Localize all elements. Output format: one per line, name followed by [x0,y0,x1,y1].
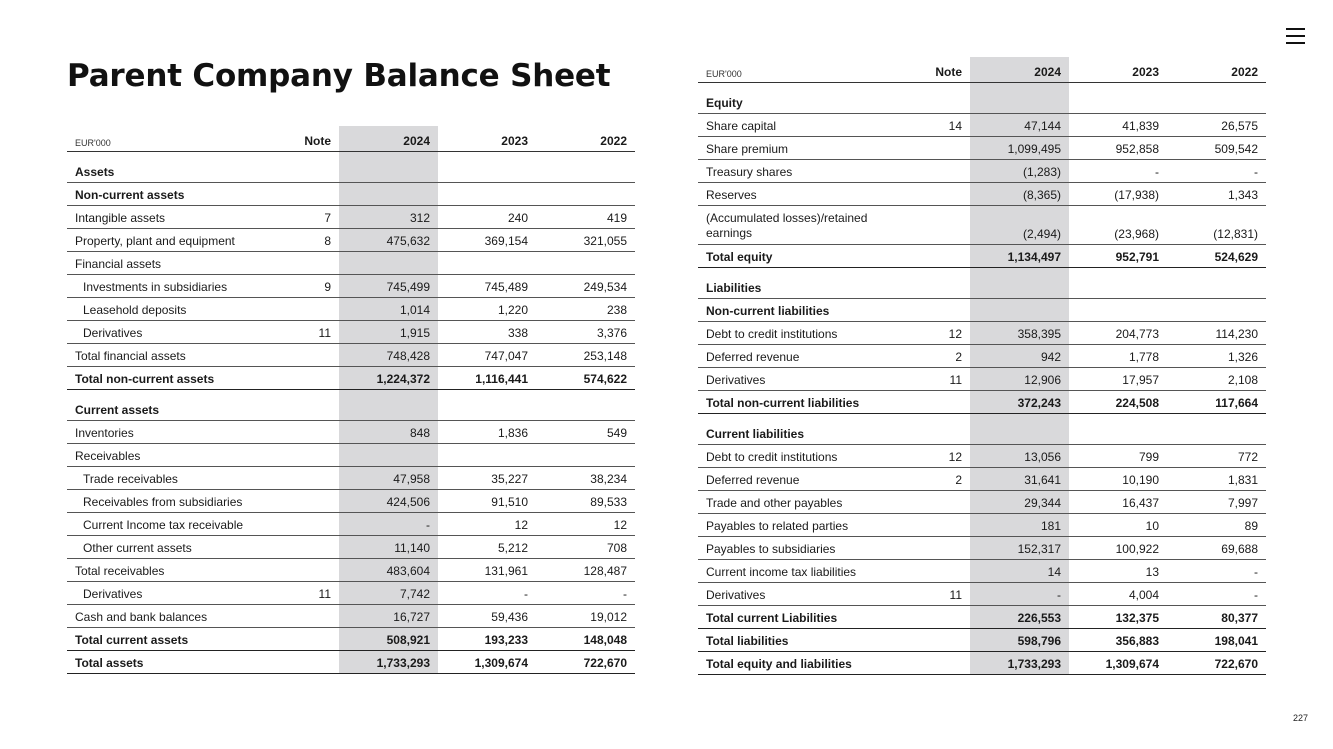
table-row [67,605,635,628]
row-note [906,299,970,322]
unit-header: EUR'000 [698,57,906,83]
table-row [698,491,1266,514]
table-row [67,206,635,229]
row-label: Payables to related parties [698,514,906,537]
table-row [67,367,635,390]
value-2023: 369,154 [438,229,536,252]
row-label: Total non-current liabilities [698,391,906,414]
value-2023: 1,309,674 [438,651,536,674]
value-2024: 1,099,495 [970,137,1069,160]
value-2022 [1167,83,1266,114]
value-2022: 249,534 [536,275,635,298]
row-note [275,559,339,582]
value-2024: 152,317 [970,537,1069,560]
value-2024: 598,796 [970,629,1069,652]
table-row [698,268,1266,299]
table-row [67,444,635,467]
value-2022: - [536,582,635,605]
value-2022: 419 [536,206,635,229]
year-2024-header: 2024 [339,126,438,152]
row-label: Trade receivables [67,467,275,490]
row-label: Derivatives [67,582,275,605]
row-note [906,268,970,299]
row-note [906,414,970,445]
row-label: (Accumulated losses)/retained earnings [698,206,906,245]
row-label: Current income tax liabilities [698,560,906,583]
row-label: Total financial assets [67,344,275,367]
table-row [67,344,635,367]
row-note [275,298,339,321]
page-title: Parent Company Balance Sheet [67,58,611,94]
year-2022-header: 2022 [1167,57,1266,83]
row-note [906,206,970,245]
value-2023: 10 [1069,514,1167,537]
value-2023: 17,957 [1069,368,1167,391]
value-2024: 13,056 [970,445,1069,468]
value-2022: 198,041 [1167,629,1266,652]
row-note [906,137,970,160]
row-label: Derivatives [67,321,275,344]
row-note [275,252,339,275]
value-2023: (17,938) [1069,183,1167,206]
row-note [906,629,970,652]
row-label: Inventories [67,421,275,444]
value-2022: 549 [536,421,635,444]
value-2023: 204,773 [1069,322,1167,345]
value-2022: 114,230 [1167,322,1266,345]
value-2024: 312 [339,206,438,229]
hamburger-menu-icon[interactable] [1286,27,1306,45]
table-row [698,606,1266,629]
year-2024-header: 2024 [970,57,1069,83]
value-2023: 4,004 [1069,583,1167,606]
value-2023: 100,922 [1069,537,1167,560]
row-label: Treasury shares [698,160,906,183]
value-2022: 524,629 [1167,245,1266,268]
row-label: Deferred revenue [698,345,906,368]
row-note: 2 [906,345,970,368]
row-label: Derivatives [698,583,906,606]
table-row [698,183,1266,206]
value-2022: 238 [536,298,635,321]
row-note [275,651,339,674]
row-note [906,160,970,183]
table-row [698,83,1266,114]
value-2023: 16,437 [1069,491,1167,514]
row-label: Total current Liabilities [698,606,906,629]
value-2024: 12,906 [970,368,1069,391]
row-note: 9 [275,275,339,298]
table-row [698,245,1266,268]
value-2023: 132,375 [1069,606,1167,629]
table-row [698,468,1266,491]
value-2022 [1167,268,1266,299]
table-row [698,537,1266,560]
value-2024 [970,268,1069,299]
row-label: Investments in subsidiaries [67,275,275,298]
row-note [906,560,970,583]
value-2024: 1,224,372 [339,367,438,390]
table-row [67,252,635,275]
value-2024: 226,553 [970,606,1069,629]
row-note [275,367,339,390]
row-label: Derivatives [698,368,906,391]
value-2022 [536,390,635,421]
value-2024: 745,499 [339,275,438,298]
value-2022: 80,377 [1167,606,1266,629]
value-2022: 1,831 [1167,468,1266,491]
value-2022: 69,688 [1167,537,1266,560]
value-2024 [339,444,438,467]
table-row [698,206,1266,245]
value-2023 [438,152,536,183]
row-label: Debt to credit institutions [698,322,906,345]
value-2023: 35,227 [438,467,536,490]
value-2023: 1,116,441 [438,367,536,390]
row-label: Trade and other payables [698,491,906,514]
value-2023: 1,220 [438,298,536,321]
table-row [698,368,1266,391]
assets-table [67,126,635,674]
table-row [67,536,635,559]
table-row [67,628,635,651]
row-label: Total liabilities [698,629,906,652]
value-2022: 117,664 [1167,391,1266,414]
equity-liabilities-table [698,57,1266,675]
value-2023: 1,836 [438,421,536,444]
row-note [906,183,970,206]
table-row [67,275,635,298]
value-2023 [438,252,536,275]
value-2023: 10,190 [1069,468,1167,491]
row-note [906,606,970,629]
value-2024 [970,83,1069,114]
value-2023: 193,233 [438,628,536,651]
row-label: Total assets [67,651,275,674]
table-row [698,391,1266,414]
value-2024: - [339,513,438,536]
table-header-row [67,126,635,152]
row-note [275,605,339,628]
value-2024 [339,152,438,183]
value-2024: 31,641 [970,468,1069,491]
table-row [67,651,635,674]
table-row [67,298,635,321]
value-2022: 2,108 [1167,368,1266,391]
row-label: Total current assets [67,628,275,651]
value-2022: - [1167,583,1266,606]
value-2024 [339,183,438,206]
table-row [67,559,635,582]
value-2024: 372,243 [970,391,1069,414]
note-header: Note [906,57,970,83]
row-label: Non-current liabilities [698,299,906,322]
value-2022: 722,670 [1167,652,1266,675]
value-2023 [1069,268,1167,299]
row-label: Share premium [698,137,906,160]
table-row [698,514,1266,537]
value-2024: 1,134,497 [970,245,1069,268]
value-2022 [536,252,635,275]
value-2022: 128,487 [536,559,635,582]
row-note: 11 [906,368,970,391]
row-note [275,536,339,559]
table-row [67,229,635,252]
row-note [906,245,970,268]
row-note [275,344,339,367]
row-note: 12 [906,445,970,468]
value-2022 [536,183,635,206]
value-2023: 952,791 [1069,245,1167,268]
value-2023: 240 [438,206,536,229]
value-2022: - [1167,560,1266,583]
value-2024: 358,395 [970,322,1069,345]
year-2023-header: 2023 [438,126,536,152]
table-row [67,390,635,421]
row-label: Total equity and liabilities [698,652,906,675]
row-note [275,490,339,513]
table-row [698,414,1266,445]
row-note [275,628,339,651]
row-label: Equity [698,83,906,114]
table-row [67,513,635,536]
page-number: 227 [1292,713,1308,723]
value-2024: 1,014 [339,298,438,321]
row-note [275,421,339,444]
value-2023 [438,183,536,206]
value-2024: 11,140 [339,536,438,559]
row-label: Reserves [698,183,906,206]
row-note [275,183,339,206]
value-2024: 1,733,293 [339,651,438,674]
row-note [275,444,339,467]
row-label: Current liabilities [698,414,906,445]
value-2022: 772 [1167,445,1266,468]
value-2024: 483,604 [339,559,438,582]
value-2023 [438,444,536,467]
value-2024: 848 [339,421,438,444]
table-row [698,299,1266,322]
table-row [67,152,635,183]
unit-header: EUR'000 [67,126,275,152]
value-2023 [438,390,536,421]
table-row [698,445,1266,468]
value-2023: 41,839 [1069,114,1167,137]
value-2022: 148,048 [536,628,635,651]
table-row [67,321,635,344]
value-2023: 356,883 [1069,629,1167,652]
row-note [275,513,339,536]
table-row [698,322,1266,345]
row-label: Receivables [67,444,275,467]
value-2024: 748,428 [339,344,438,367]
row-note [906,391,970,414]
value-2024: 47,958 [339,467,438,490]
value-2024: 508,921 [339,628,438,651]
year-2023-header: 2023 [1069,57,1167,83]
value-2024: (8,365) [970,183,1069,206]
value-2022: 38,234 [536,467,635,490]
year-2022-header: 2022 [536,126,635,152]
table-row [698,114,1266,137]
table-row [67,183,635,206]
value-2022: - [1167,160,1266,183]
value-2022: 574,622 [536,367,635,390]
row-label: Total equity [698,245,906,268]
table-row [698,629,1266,652]
table-row [67,490,635,513]
row-note [275,390,339,421]
value-2023: 5,212 [438,536,536,559]
row-label: Other current assets [67,536,275,559]
row-note [906,652,970,675]
value-2024: 1,733,293 [970,652,1069,675]
value-2024: 424,506 [339,490,438,513]
value-2022: 89,533 [536,490,635,513]
row-note [906,491,970,514]
table-row [698,345,1266,368]
value-2023: 131,961 [438,559,536,582]
row-label: Financial assets [67,252,275,275]
value-2024: 181 [970,514,1069,537]
value-2022: (12,831) [1167,206,1266,245]
note-header: Note [275,126,339,152]
table-row [67,582,635,605]
value-2023: 745,489 [438,275,536,298]
row-label: Intangible assets [67,206,275,229]
value-2023 [1069,299,1167,322]
row-note: 11 [275,582,339,605]
value-2022: 19,012 [536,605,635,628]
value-2023: - [1069,160,1167,183]
value-2023: 952,858 [1069,137,1167,160]
value-2024: 1,915 [339,321,438,344]
value-2024: 942 [970,345,1069,368]
value-2023: 799 [1069,445,1167,468]
value-2023: (23,968) [1069,206,1167,245]
value-2024 [970,299,1069,322]
value-2024: 14 [970,560,1069,583]
value-2024: 475,632 [339,229,438,252]
value-2024 [970,414,1069,445]
value-2022: 708 [536,536,635,559]
row-note [906,537,970,560]
value-2022 [1167,299,1266,322]
table-row [698,560,1266,583]
value-2023 [1069,414,1167,445]
table-row [67,467,635,490]
value-2022 [1167,414,1266,445]
value-2023: 91,510 [438,490,536,513]
row-label: Debt to credit institutions [698,445,906,468]
row-label: Assets [67,152,275,183]
value-2024: 47,144 [970,114,1069,137]
value-2022: 722,670 [536,651,635,674]
row-label: Leasehold deposits [67,298,275,321]
value-2023: 1,309,674 [1069,652,1167,675]
table-row [698,160,1266,183]
value-2022: 321,055 [536,229,635,252]
row-label: Non-current assets [67,183,275,206]
row-label: Cash and bank balances [67,605,275,628]
row-label: Property, plant and equipment [67,229,275,252]
row-label: Current assets [67,390,275,421]
table-header-row [698,57,1266,83]
value-2023: 1,778 [1069,345,1167,368]
value-2023: 12 [438,513,536,536]
value-2023 [1069,83,1167,114]
value-2022: 26,575 [1167,114,1266,137]
value-2024: 29,344 [970,491,1069,514]
table-row [67,421,635,444]
table-row [698,583,1266,606]
row-note: 8 [275,229,339,252]
value-2022 [536,444,635,467]
row-note: 14 [906,114,970,137]
row-label: Share capital [698,114,906,137]
row-label: Deferred revenue [698,468,906,491]
row-note [906,83,970,114]
value-2022: 7,997 [1167,491,1266,514]
table-row [698,137,1266,160]
value-2024: - [970,583,1069,606]
value-2024 [339,390,438,421]
value-2023: - [438,582,536,605]
value-2024: (2,494) [970,206,1069,245]
row-label: Total receivables [67,559,275,582]
row-note: 11 [275,321,339,344]
row-note: 12 [906,322,970,345]
value-2022: 1,343 [1167,183,1266,206]
row-label: Payables to subsidiaries [698,537,906,560]
value-2024: 7,742 [339,582,438,605]
row-label: Receivables from subsidiaries [67,490,275,513]
value-2023: 338 [438,321,536,344]
row-note: 11 [906,583,970,606]
value-2024: 16,727 [339,605,438,628]
value-2022: 12 [536,513,635,536]
row-note [906,514,970,537]
row-note: 2 [906,468,970,491]
value-2022: 1,326 [1167,345,1266,368]
row-label: Total non-current assets [67,367,275,390]
value-2022: 89 [1167,514,1266,537]
value-2023: 747,047 [438,344,536,367]
value-2022: 3,376 [536,321,635,344]
value-2023: 13 [1069,560,1167,583]
row-note [275,467,339,490]
value-2024: (1,283) [970,160,1069,183]
table-row [698,652,1266,675]
value-2022: 253,148 [536,344,635,367]
value-2022: 509,542 [1167,137,1266,160]
row-label: Current Income tax receivable [67,513,275,536]
value-2023: 224,508 [1069,391,1167,414]
row-label: Liabilities [698,268,906,299]
row-note: 7 [275,206,339,229]
value-2023: 59,436 [438,605,536,628]
value-2024 [339,252,438,275]
value-2022 [536,152,635,183]
row-note [275,152,339,183]
